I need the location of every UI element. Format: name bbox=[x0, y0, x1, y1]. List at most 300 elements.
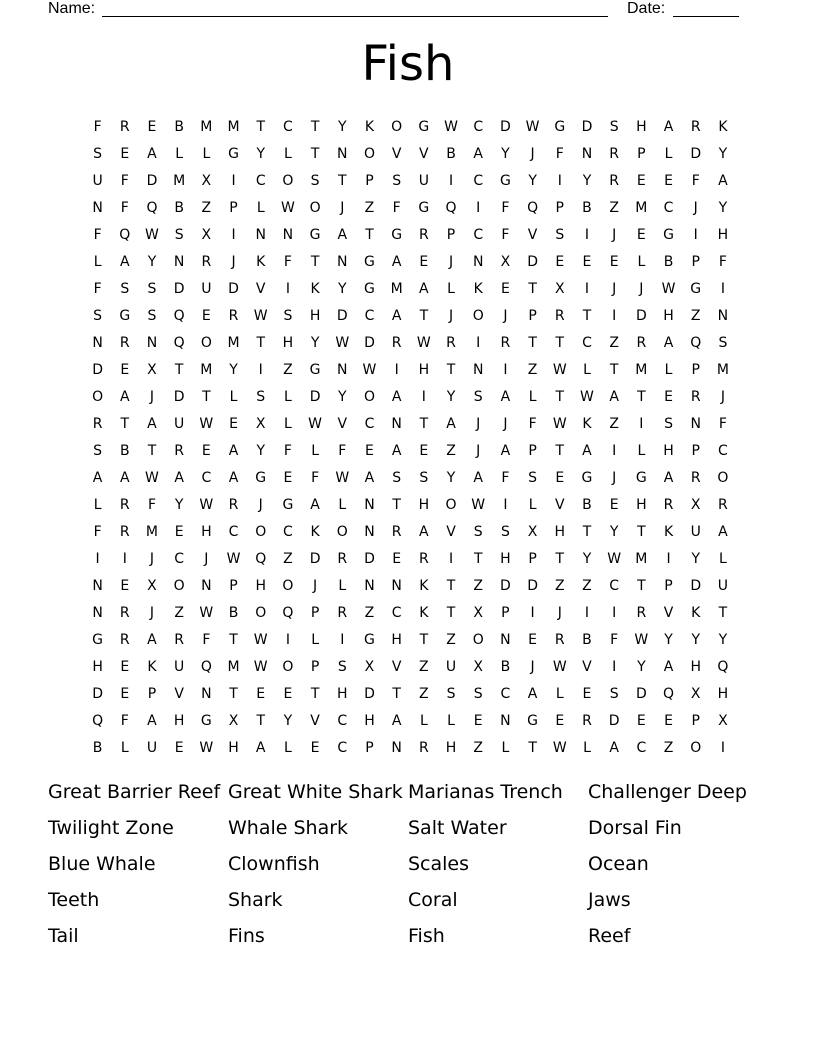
grid-letter[interactable]: G bbox=[364, 631, 375, 648]
grid-letter[interactable]: Y bbox=[147, 253, 157, 270]
grid-letter[interactable]: N bbox=[92, 199, 103, 216]
grid-letter[interactable]: I bbox=[693, 226, 698, 243]
grid-letter[interactable]: A bbox=[391, 253, 402, 270]
grid-letter[interactable]: Z bbox=[473, 577, 484, 594]
grid-letter[interactable]: O bbox=[255, 604, 267, 621]
grid-letter[interactable]: A bbox=[92, 469, 103, 486]
grid-letter[interactable]: A bbox=[228, 469, 239, 486]
grid-letter[interactable]: I bbox=[476, 334, 481, 351]
grid-letter[interactable]: B bbox=[500, 658, 511, 675]
grid-letter[interactable]: W bbox=[199, 604, 214, 621]
grid-letter[interactable]: O bbox=[717, 469, 729, 486]
grid-letter[interactable]: T bbox=[419, 415, 429, 432]
grid-letter[interactable]: G bbox=[554, 118, 566, 135]
grid-letter[interactable]: E bbox=[636, 172, 646, 189]
grid-letter[interactable]: A bbox=[119, 388, 130, 405]
grid-letter[interactable]: E bbox=[283, 685, 293, 702]
grid-letter[interactable]: S bbox=[256, 388, 266, 405]
grid-letter[interactable]: E bbox=[120, 685, 130, 702]
grid-letter[interactable]: T bbox=[310, 118, 320, 135]
grid-letter[interactable]: R bbox=[119, 334, 130, 351]
grid-letter[interactable]: Y bbox=[446, 469, 456, 486]
grid-letter[interactable]: N bbox=[364, 523, 375, 540]
grid-letter[interactable]: W bbox=[580, 388, 594, 405]
grid-letter[interactable]: J bbox=[720, 388, 725, 405]
grid-letter[interactable]: M bbox=[716, 361, 729, 378]
grid-letter[interactable]: I bbox=[639, 415, 644, 432]
grid-letter[interactable]: I bbox=[231, 172, 236, 189]
grid-letter[interactable]: B bbox=[92, 739, 103, 756]
grid-letter[interactable]: P bbox=[365, 172, 374, 189]
grid-letter[interactable]: T bbox=[392, 685, 401, 702]
grid-letter[interactable]: F bbox=[555, 145, 564, 162]
grid-letter[interactable]: P bbox=[555, 199, 564, 216]
grid-letter[interactable]: F bbox=[392, 199, 401, 216]
grid-letter[interactable]: A bbox=[419, 523, 429, 540]
grid-letter[interactable]: M bbox=[635, 199, 648, 216]
grid-letter[interactable]: Y bbox=[338, 280, 347, 297]
grid-letter[interactable]: D bbox=[690, 577, 702, 594]
grid-letter[interactable]: M bbox=[635, 550, 648, 567]
grid-letter[interactable]: P bbox=[310, 658, 320, 675]
grid-letter[interactable]: L bbox=[664, 361, 673, 378]
grid-letter[interactable]: J bbox=[204, 550, 209, 567]
grid-letter[interactable]: E bbox=[555, 253, 565, 270]
grid-letter[interactable]: L bbox=[284, 145, 292, 162]
grid-letter[interactable]: D bbox=[309, 388, 321, 405]
grid-letter[interactable]: T bbox=[392, 496, 401, 513]
grid-letter[interactable]: R bbox=[636, 604, 647, 621]
grid-letter[interactable]: H bbox=[636, 496, 647, 513]
grid-letter[interactable]: A bbox=[391, 307, 402, 324]
grid-letter[interactable]: E bbox=[256, 685, 266, 702]
grid-letter[interactable]: O bbox=[472, 631, 484, 648]
grid-letter[interactable]: T bbox=[365, 226, 374, 243]
grid-letter[interactable]: L bbox=[284, 739, 292, 756]
grid-letter[interactable]: X bbox=[554, 280, 565, 297]
grid-letter[interactable]: S bbox=[664, 415, 673, 432]
grid-letter[interactable]: P bbox=[229, 577, 238, 594]
grid-letter[interactable]: W bbox=[226, 550, 241, 567]
grid-letter[interactable]: L bbox=[311, 442, 319, 459]
grid-letter[interactable]: R bbox=[337, 604, 348, 621]
grid-letter[interactable]: L bbox=[202, 145, 211, 162]
grid-letter[interactable]: E bbox=[120, 658, 130, 675]
grid-letter[interactable]: W bbox=[335, 334, 350, 351]
grid-letter[interactable]: H bbox=[282, 334, 294, 351]
grid-letter[interactable]: E bbox=[419, 442, 429, 459]
grid-letter[interactable]: L bbox=[664, 145, 673, 162]
grid-letter[interactable]: T bbox=[338, 172, 347, 189]
grid-letter[interactable]: S bbox=[337, 658, 347, 675]
grid-letter[interactable]: X bbox=[201, 226, 212, 243]
grid-letter[interactable]: E bbox=[120, 361, 130, 378]
grid-letter[interactable]: Z bbox=[446, 631, 456, 648]
grid-letter[interactable]: R bbox=[92, 415, 103, 432]
grid-letter[interactable]: I bbox=[340, 631, 345, 648]
grid-letter[interactable]: M bbox=[173, 172, 186, 189]
grid-letter[interactable]: J bbox=[476, 415, 481, 432]
grid-letter[interactable]: T bbox=[446, 361, 456, 378]
grid-letter[interactable]: Y bbox=[229, 361, 238, 378]
grid-letter[interactable]: P bbox=[691, 361, 700, 378]
grid-letter[interactable]: O bbox=[173, 577, 185, 594]
grid-letter[interactable]: R bbox=[119, 496, 130, 513]
grid-letter[interactable]: Q bbox=[119, 226, 131, 243]
grid-letter[interactable]: T bbox=[120, 415, 130, 432]
grid-letter[interactable]: R bbox=[609, 145, 620, 162]
grid-letter[interactable]: L bbox=[501, 739, 510, 756]
grid-letter[interactable]: R bbox=[663, 496, 674, 513]
grid-letter[interactable]: Z bbox=[554, 577, 565, 594]
grid-letter[interactable]: F bbox=[718, 253, 727, 270]
grid-letter[interactable]: N bbox=[472, 361, 484, 378]
grid-letter[interactable]: B bbox=[174, 118, 184, 135]
grid-letter[interactable]: E bbox=[664, 388, 673, 405]
grid-letter[interactable]: R bbox=[418, 550, 429, 567]
grid-letter[interactable]: Z bbox=[582, 577, 592, 594]
grid-letter[interactable]: W bbox=[280, 199, 295, 216]
grid-letter[interactable]: O bbox=[255, 523, 267, 540]
grid-letter[interactable]: K bbox=[718, 118, 728, 135]
grid-letter[interactable]: W bbox=[444, 118, 458, 135]
grid-letter[interactable]: F bbox=[202, 631, 211, 648]
grid-letter[interactable]: F bbox=[120, 172, 129, 189]
grid-letter[interactable]: J bbox=[503, 415, 508, 432]
grid-letter[interactable]: J bbox=[530, 145, 535, 162]
grid-letter[interactable]: L bbox=[175, 145, 184, 162]
grid-letter[interactable]: D bbox=[228, 280, 239, 297]
grid-letter[interactable]: A bbox=[500, 388, 511, 405]
grid-letter[interactable]: Q bbox=[200, 658, 212, 675]
grid-letter[interactable]: I bbox=[95, 550, 100, 567]
grid-letter[interactable]: S bbox=[93, 145, 103, 162]
grid-letter[interactable]: E bbox=[120, 145, 130, 162]
grid-letter[interactable]: G bbox=[527, 712, 539, 729]
grid-letter[interactable]: E bbox=[555, 712, 565, 729]
grid-letter[interactable]: C bbox=[364, 307, 375, 324]
grid-letter[interactable]: V bbox=[310, 712, 320, 729]
grid-letter[interactable]: I bbox=[530, 604, 535, 621]
grid-letter[interactable]: A bbox=[527, 685, 538, 702]
grid-letter[interactable]: Q bbox=[173, 334, 185, 351]
grid-letter[interactable]: V bbox=[174, 685, 184, 702]
grid-letter[interactable]: R bbox=[554, 307, 565, 324]
grid-letter[interactable]: Y bbox=[310, 334, 320, 351]
grid-letter[interactable]: Y bbox=[691, 550, 700, 567]
grid-letter[interactable]: R bbox=[119, 631, 130, 648]
grid-letter[interactable]: E bbox=[473, 712, 483, 729]
grid-letter[interactable]: C bbox=[201, 469, 212, 486]
grid-letter[interactable]: L bbox=[256, 199, 265, 216]
grid-letter[interactable]: I bbox=[720, 280, 725, 297]
grid-letter[interactable]: A bbox=[310, 496, 320, 513]
grid-letter[interactable]: D bbox=[527, 253, 538, 270]
grid-letter[interactable]: W bbox=[199, 496, 214, 513]
grid-letter[interactable]: A bbox=[119, 469, 130, 486]
grid-letter[interactable]: H bbox=[690, 658, 701, 675]
grid-letter[interactable]: L bbox=[338, 496, 347, 513]
grid-letter[interactable]: T bbox=[174, 361, 184, 378]
grid-letter[interactable]: T bbox=[256, 712, 265, 729]
grid-letter[interactable]: Q bbox=[92, 712, 104, 729]
grid-letter[interactable]: Y bbox=[256, 442, 265, 459]
grid-letter[interactable]: N bbox=[337, 253, 348, 270]
grid-letter[interactable]: X bbox=[255, 415, 266, 432]
grid-letter[interactable]: I bbox=[503, 361, 508, 378]
grid-letter[interactable]: J bbox=[149, 550, 155, 567]
name-blank-line[interactable] bbox=[102, 16, 608, 17]
grid-letter[interactable]: Y bbox=[664, 631, 673, 648]
grid-letter[interactable]: Z bbox=[419, 685, 429, 702]
grid-letter[interactable]: O bbox=[690, 739, 702, 756]
grid-letter[interactable]: W bbox=[253, 658, 268, 675]
grid-letter[interactable]: H bbox=[391, 631, 402, 648]
grid-letter[interactable]: E bbox=[201, 307, 211, 324]
grid-letter[interactable]: K bbox=[473, 280, 483, 297]
grid-letter[interactable]: U bbox=[201, 280, 212, 297]
grid-letter[interactable]: O bbox=[282, 172, 294, 189]
grid-letter[interactable]: M bbox=[227, 118, 240, 135]
grid-letter[interactable]: V bbox=[419, 145, 429, 162]
grid-letter[interactable]: W bbox=[525, 118, 540, 135]
grid-letter[interactable]: Q bbox=[717, 658, 729, 675]
grid-letter[interactable]: S bbox=[283, 307, 293, 324]
grid-letter[interactable]: H bbox=[92, 658, 103, 675]
grid-letter[interactable]: Y bbox=[174, 496, 184, 513]
grid-letter[interactable]: R bbox=[174, 442, 185, 459]
grid-letter[interactable]: H bbox=[173, 712, 185, 729]
grid-letter[interactable]: E bbox=[174, 523, 184, 540]
grid-letter[interactable]: D bbox=[309, 550, 321, 567]
grid-letter[interactable]: S bbox=[555, 226, 565, 243]
grid-letter[interactable]: S bbox=[609, 685, 619, 702]
grid-letter[interactable]: L bbox=[447, 712, 455, 729]
grid-letter[interactable]: Y bbox=[582, 172, 592, 189]
grid-letter[interactable]: F bbox=[338, 442, 347, 459]
grid-letter[interactable]: T bbox=[528, 280, 537, 297]
grid-letter[interactable]: X bbox=[718, 712, 728, 729]
grid-letter[interactable]: C bbox=[636, 739, 647, 756]
grid-letter[interactable]: K bbox=[256, 253, 266, 270]
grid-letter[interactable]: P bbox=[691, 442, 700, 459]
grid-letter[interactable]: O bbox=[363, 388, 375, 405]
grid-letter[interactable]: G bbox=[364, 253, 375, 270]
grid-letter[interactable]: W bbox=[199, 415, 214, 432]
grid-letter[interactable]: X bbox=[690, 496, 701, 513]
grid-letter[interactable]: T bbox=[419, 631, 429, 648]
grid-letter[interactable]: E bbox=[283, 469, 293, 486]
grid-letter[interactable]: T bbox=[718, 604, 728, 621]
grid-letter[interactable]: A bbox=[609, 388, 619, 405]
grid-letter[interactable]: U bbox=[174, 415, 185, 432]
grid-letter[interactable]: F bbox=[311, 469, 320, 486]
grid-letter[interactable]: E bbox=[636, 226, 646, 243]
grid-letter[interactable]: A bbox=[446, 415, 456, 432]
grid-letter[interactable]: E bbox=[201, 442, 211, 459]
grid-letter[interactable]: U bbox=[445, 658, 457, 675]
grid-letter[interactable]: A bbox=[337, 226, 348, 243]
grid-letter[interactable]: B bbox=[582, 631, 592, 648]
grid-letter[interactable]: O bbox=[92, 388, 104, 405]
grid-letter[interactable]: Y bbox=[637, 658, 646, 675]
grid-letter[interactable]: N bbox=[201, 577, 212, 594]
grid-letter[interactable]: S bbox=[419, 469, 429, 486]
grid-letter[interactable]: O bbox=[336, 523, 348, 540]
grid-letter[interactable]: E bbox=[636, 712, 646, 729]
grid-letter[interactable]: E bbox=[310, 739, 320, 756]
grid-letter[interactable]: S bbox=[310, 172, 320, 189]
date-blank-line[interactable] bbox=[673, 16, 739, 17]
grid-letter[interactable]: X bbox=[364, 658, 375, 675]
grid-letter[interactable]: W bbox=[416, 334, 431, 351]
grid-letter[interactable]: G bbox=[391, 226, 403, 243]
grid-letter[interactable]: Q bbox=[282, 604, 294, 621]
grid-letter[interactable]: N bbox=[500, 712, 511, 729]
grid-letter[interactable]: T bbox=[637, 577, 646, 594]
grid-letter[interactable]: F bbox=[501, 469, 510, 486]
grid-letter[interactable]: I bbox=[122, 550, 127, 567]
grid-letter[interactable]: T bbox=[528, 334, 537, 351]
grid-letter[interactable]: E bbox=[582, 685, 592, 702]
grid-letter[interactable]: H bbox=[717, 226, 729, 243]
grid-letter[interactable]: G bbox=[418, 199, 430, 216]
grid-letter[interactable]: N bbox=[146, 334, 158, 351]
grid-letter[interactable]: G bbox=[499, 172, 511, 189]
grid-letter[interactable]: R bbox=[582, 712, 592, 729]
grid-letter[interactable]: R bbox=[391, 334, 402, 351]
grid-letter[interactable]: V bbox=[663, 604, 674, 621]
grid-letter[interactable]: Y bbox=[528, 172, 537, 189]
grid-letter[interactable]: I bbox=[584, 604, 590, 621]
grid-letter[interactable]: N bbox=[255, 226, 266, 243]
grid-letter[interactable]: Z bbox=[609, 334, 619, 351]
grid-letter[interactable]: S bbox=[473, 685, 483, 702]
grid-letter[interactable]: C bbox=[255, 172, 266, 189]
grid-letter[interactable]: R bbox=[690, 118, 701, 135]
grid-letter[interactable]: Q bbox=[445, 199, 457, 216]
grid-letter[interactable]: D bbox=[146, 172, 158, 189]
grid-letter[interactable]: L bbox=[528, 496, 537, 513]
grid-letter[interactable]: T bbox=[229, 685, 238, 702]
grid-letter[interactable]: J bbox=[231, 253, 236, 270]
grid-letter[interactable]: R bbox=[554, 631, 565, 648]
grid-letter[interactable]: M bbox=[145, 523, 159, 540]
grid-letter[interactable]: S bbox=[93, 307, 103, 324]
grid-letter[interactable]: X bbox=[690, 685, 701, 702]
grid-letter[interactable]: H bbox=[418, 361, 430, 378]
grid-letter[interactable]: O bbox=[200, 334, 212, 351]
grid-letter[interactable]: T bbox=[582, 523, 592, 540]
grid-letter[interactable]: W bbox=[607, 550, 622, 567]
grid-letter[interactable]: C bbox=[228, 523, 239, 540]
grid-letter[interactable]: D bbox=[500, 577, 511, 594]
grid-letter[interactable]: I bbox=[666, 550, 671, 567]
grid-letter[interactable]: Y bbox=[338, 388, 347, 405]
grid-letter[interactable]: A bbox=[663, 334, 674, 351]
grid-letter[interactable]: E bbox=[229, 415, 238, 432]
grid-letter[interactable]: C bbox=[473, 226, 484, 243]
grid-letter[interactable]: N bbox=[581, 145, 593, 162]
grid-letter[interactable]: H bbox=[554, 523, 566, 540]
grid-letter[interactable]: J bbox=[612, 226, 617, 243]
grid-letter[interactable]: C bbox=[473, 118, 484, 135]
grid-letter[interactable]: C bbox=[473, 172, 484, 189]
grid-letter[interactable]: I bbox=[285, 631, 290, 648]
grid-letter[interactable]: Y bbox=[338, 118, 347, 135]
grid-letter[interactable]: E bbox=[392, 550, 402, 567]
grid-letter[interactable]: Z bbox=[201, 199, 212, 216]
grid-letter[interactable]: B bbox=[582, 496, 592, 513]
grid-letter[interactable]: T bbox=[256, 118, 265, 135]
grid-letter[interactable]: J bbox=[448, 307, 454, 324]
grid-letter[interactable]: F bbox=[93, 523, 102, 540]
grid-letter[interactable]: F bbox=[283, 253, 292, 270]
grid-letter[interactable]: I bbox=[612, 442, 617, 459]
grid-letter[interactable]: H bbox=[663, 442, 674, 459]
grid-letter[interactable]: G bbox=[228, 145, 239, 162]
grid-letter[interactable]: F bbox=[93, 280, 102, 297]
grid-letter[interactable]: A bbox=[718, 523, 728, 540]
grid-letter[interactable]: Y bbox=[501, 145, 510, 162]
grid-letter[interactable]: G bbox=[309, 361, 321, 378]
grid-letter[interactable]: W bbox=[661, 280, 676, 297]
grid-letter[interactable]: M bbox=[200, 118, 213, 135]
grid-letter[interactable]: Q bbox=[527, 199, 539, 216]
grid-letter[interactable]: F bbox=[528, 415, 537, 432]
grid-letter[interactable]: O bbox=[282, 577, 294, 594]
grid-letter[interactable]: Z bbox=[473, 739, 484, 756]
grid-letter[interactable]: E bbox=[528, 631, 538, 648]
grid-letter[interactable]: L bbox=[284, 415, 292, 432]
grid-letter[interactable]: A bbox=[391, 712, 402, 729]
grid-letter[interactable]: J bbox=[693, 199, 698, 216]
grid-letter[interactable]: K bbox=[419, 577, 429, 594]
grid-letter[interactable]: E bbox=[609, 496, 619, 513]
grid-letter[interactable]: D bbox=[364, 550, 375, 567]
grid-letter[interactable]: F bbox=[283, 442, 292, 459]
grid-letter[interactable]: T bbox=[147, 442, 157, 459]
grid-letter[interactable]: L bbox=[284, 388, 292, 405]
grid-letter[interactable]: Z bbox=[446, 442, 456, 459]
grid-letter[interactable]: D bbox=[527, 577, 538, 594]
grid-letter[interactable]: N bbox=[173, 253, 185, 270]
grid-letter[interactable]: W bbox=[253, 631, 268, 648]
grid-letter[interactable]: D bbox=[173, 388, 185, 405]
grid-letter[interactable]: F bbox=[93, 118, 102, 135]
grid-letter[interactable]: G bbox=[581, 469, 593, 486]
grid-letter[interactable]: N bbox=[391, 415, 402, 432]
grid-letter[interactable]: L bbox=[719, 550, 727, 567]
grid-letter[interactable]: E bbox=[609, 253, 619, 270]
grid-letter[interactable]: C bbox=[283, 523, 293, 540]
grid-letter[interactable]: H bbox=[717, 685, 729, 702]
grid-letter[interactable]: D bbox=[635, 685, 647, 702]
grid-letter[interactable]: X bbox=[473, 658, 484, 675]
grid-letter[interactable]: X bbox=[147, 577, 157, 594]
grid-letter[interactable]: D bbox=[336, 307, 348, 324]
grid-letter[interactable]: P bbox=[528, 442, 537, 459]
grid-letter[interactable]: T bbox=[202, 388, 211, 405]
grid-letter[interactable]: Q bbox=[255, 550, 267, 567]
grid-letter[interactable]: I bbox=[476, 199, 481, 216]
grid-letter[interactable]: S bbox=[528, 469, 538, 486]
grid-letter[interactable]: W bbox=[552, 658, 567, 675]
grid-letter[interactable]: U bbox=[146, 739, 158, 756]
grid-letter[interactable]: A bbox=[174, 469, 184, 486]
grid-letter[interactable]: T bbox=[555, 442, 565, 459]
grid-letter[interactable]: U bbox=[174, 658, 185, 675]
